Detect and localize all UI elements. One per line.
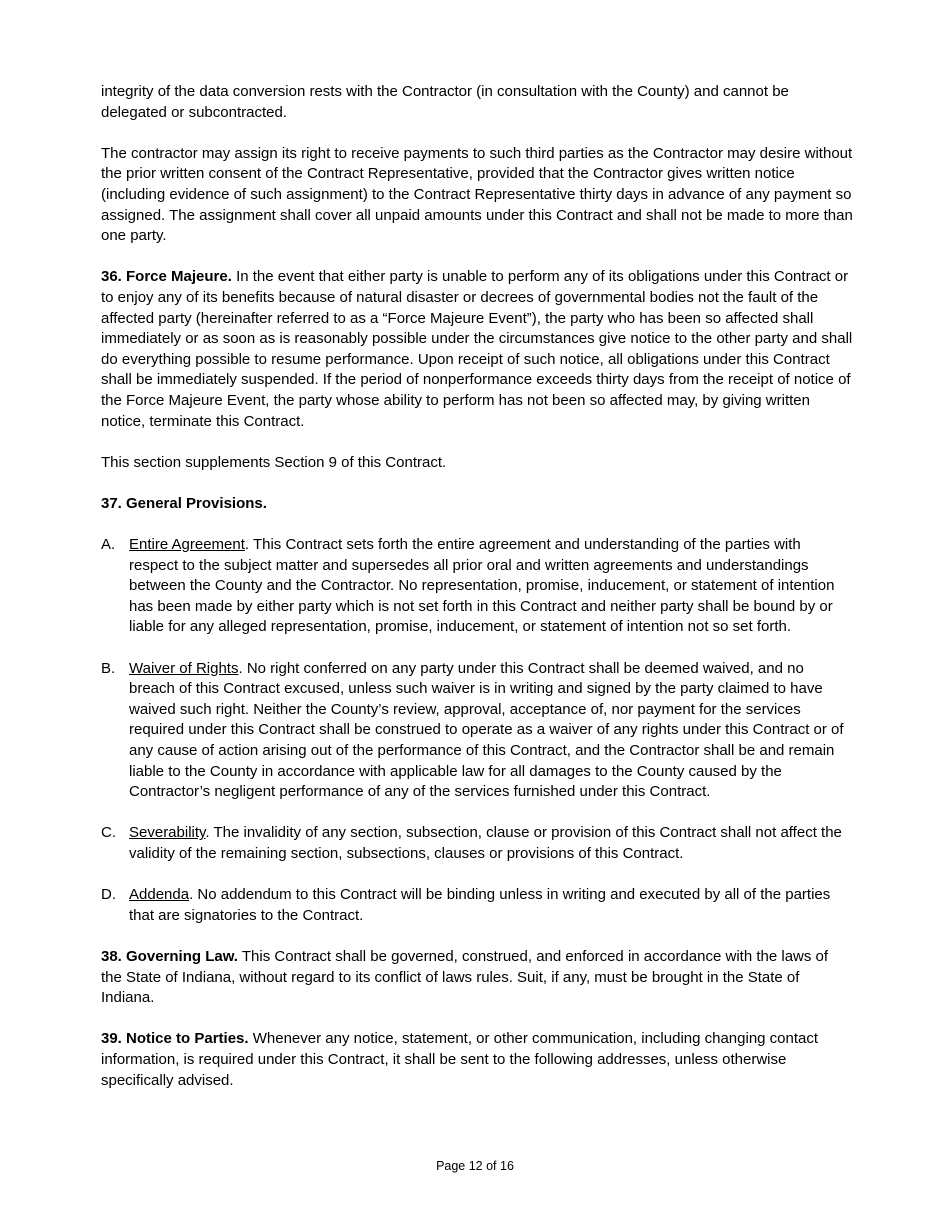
provision-title: Severability <box>129 824 206 842</box>
section-36-supplement: This section supplements Section 9 of this Contract. <box>101 453 447 471</box>
provision-title: Waiver of Rights <box>129 659 239 677</box>
section-36-text: In the event that either party is unable to perform any of its obligations under this Contract or to enjoy any of its benefits because of natural disaster or decrees of governmental bodies not the fault of the affected party (hereinafter referred to as a “Force Majeure Event”), the party who has been so affected shall immediately or as soon as is reasonably possible under the circumstances give notice to the other party and shall do everything possible to resume performance. Upon receipt of such notice, all obligations under this Contract shall be immediately suspended. If the period of nonperformance exceeds thirty days from the receipt of notice of the Force Majeure Event, the party whose ability to perform has not been so affected may, by giving written notice, terminate this Contract. <box>101 268 853 430</box>
provision-text: . The invalidity of any section, subsection, clause or provision of this Contract shall not affect the validity of the remaining section, subsections, clauses or provisions of this Contract. <box>129 824 842 862</box>
list-item-body <box>129 659 853 803</box>
paragraph-assignment: The contractor may assign its right to receive payments to such third parties as the Contractor may desire without the prior written consent of the Contract Representative, provided that the Contractor gives written notice (including evidence of such assignment) to the Contract Representative thirty days in advance of any payment so assigned. The assignment shall cover all unpaid amounts under this Contract and shall not be made to more than one party. <box>101 144 853 245</box>
list-item-addenda <box>101 885 853 926</box>
section-36-force-majeure <box>101 267 853 432</box>
list-marker: A. <box>101 536 116 554</box>
section-38-text: This Contract shall be governed, construed, and enforced in accordance with the laws of the State of Indiana, without regard to its conflict of laws rules. Suit, if any, must be brought in the State of Indiana. <box>101 947 829 1007</box>
section-36-heading: 36. Force Majeure. <box>101 268 232 286</box>
section-39-text: Whenever any notice, statement, or other communication, including changing contact information, is required under this Contract, it shall be sent to the following addresses, unless otherwise specifically advised. <box>101 1030 819 1089</box>
list-marker: B. <box>101 659 116 677</box>
list-item-entire-agreement <box>101 535 853 638</box>
list-marker: D. <box>101 886 116 904</box>
document-page <box>101 82 853 1112</box>
section-37-heading: 37. General Provisions. <box>101 494 267 512</box>
provision-text: . No right conferred on any party under this Contract shall be deemed waived, and no breach of this Contract excused, unless such waiver is in writing and signed by the party claimed to have waived such right. Neither the County’s review, approval, acceptance of, nor payment for the services required under this Contract shall be construed to operate as a waiver of any rights under this Contract or of any cause of action arising out of the performance of this Contract, and the Contractor shall be and remain liable to the County in accordance with applicable law for all damages to the County caused by the Contractor’s negligent performance of any of the services furnished under this Contract. <box>129 659 844 801</box>
list-item-body <box>129 823 853 864</box>
provision-title: Entire Agreement <box>129 536 245 554</box>
section-38-heading: 38. Governing Law. <box>101 947 238 965</box>
section-39-notice-to-parties <box>101 1029 853 1091</box>
provision-text: . No addendum to this Contract will be binding unless in writing and executed by all of the parties that are signatories to the Contract. <box>129 886 831 924</box>
provision-text: . This Contract sets forth the entire agreement and understanding of the parties with respect to the subject matter and supersedes all prior oral and written agreements and understandings between the County and the Contractor. No representation, promise, inducement, or statement of intention has been made by either party which is not set forth in this Contract and neither party shall be bound by or liable for any alleged representation, promise, inducement, or statement of intention not so set forth. <box>129 536 835 636</box>
section-39-heading: 39. Notice to Parties. <box>101 1030 249 1048</box>
paragraph-intro-continued: integrity of the data conversion rests with the Contractor (in consultation with the County) and cannot be delegated or subcontracted. <box>101 83 789 121</box>
list-item-severability <box>101 823 853 864</box>
general-provisions-list <box>101 535 853 926</box>
section-38-governing-law <box>101 947 853 1009</box>
list-marker: C. <box>101 824 116 842</box>
list-item-body <box>129 885 853 926</box>
list-item-waiver-of-rights <box>101 659 853 803</box>
list-item-body <box>129 535 853 638</box>
page-number-footer: Page 12 of 16 <box>436 1159 514 1173</box>
provision-title: Addenda <box>129 886 190 904</box>
